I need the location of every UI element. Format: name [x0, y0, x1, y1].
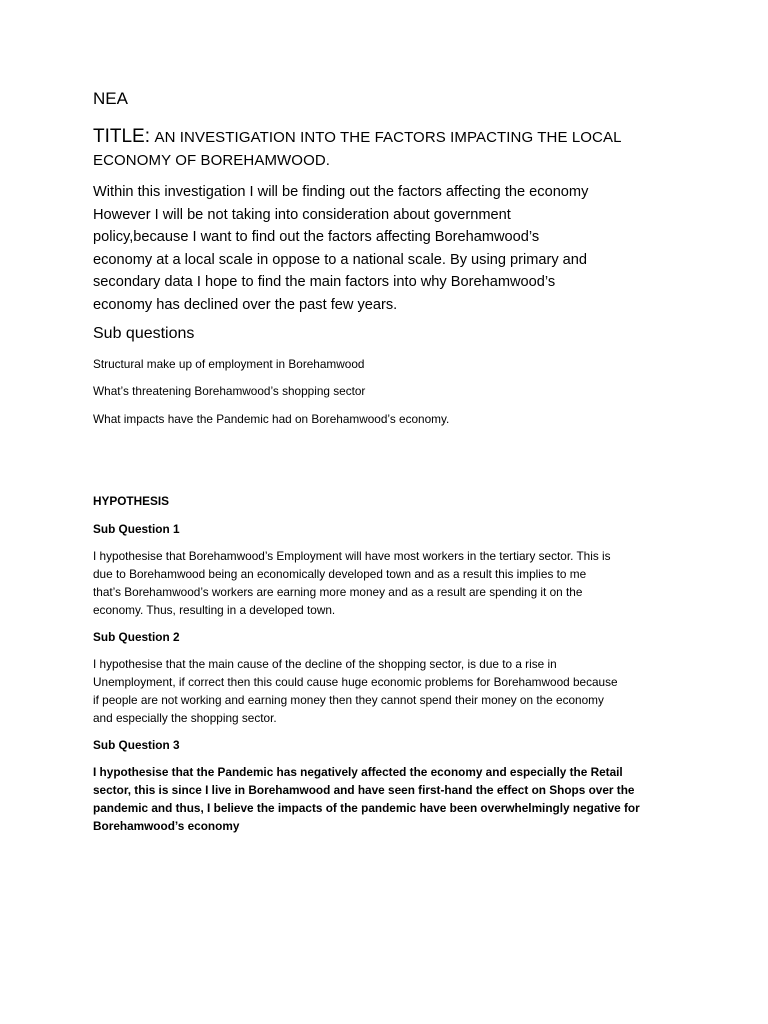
intro-line: secondary data I hope to find the main factors into why Borehamwood’s — [93, 274, 556, 291]
sub-question-1-heading: Sub Question 1 — [93, 522, 180, 536]
hypothesis-line: I hypothesise that the Pandemic has negatively affected the economy and especially the Retail — [93, 765, 623, 779]
hypothesis-line: sector, this is since I live in Borehamwood and have seen first-hand the effect on Shops over the — [93, 783, 635, 797]
intro-line: economy has declined over the past few years. — [93, 296, 398, 313]
intro-paragraph — [93, 181, 663, 317]
intro-line: However I will be not taking into consideration about government — [93, 206, 511, 223]
sub-question-3-heading: Sub Question 3 — [93, 738, 180, 752]
intro-line: Within this investigation I will be finding out the factors affecting the economy — [93, 184, 589, 200]
sub-question-item: What impacts have the Pandemic had on Borehamwood’s economy. — [93, 412, 450, 426]
document-label: NEA — [93, 89, 128, 108]
title-lead: TITLE: — [93, 126, 151, 147]
hypothesis-line: Borehamwood’s economy — [93, 819, 240, 833]
hypothesis-2-paragraph — [93, 655, 693, 727]
title-text-line-1: AN INVESTIGATION INTO THE FACTORS IMPACTING THE LOCAL — [154, 129, 622, 146]
hypothesis-heading: HYPOTHESIS — [93, 494, 170, 508]
title-text-line-2: ECONOMY OF BOREHAMWOOD. — [93, 152, 331, 169]
hypothesis-line: due to Borehamwood being an economically developed town and as a result this implies to me — [93, 567, 587, 581]
hypothesis-1-paragraph — [93, 547, 693, 619]
hypothesis-line: Unemployment, if correct then this could cause huge economic problems for Borehamwood because — [93, 675, 618, 689]
hypothesis-line: that’s Borehamwood’s workers are earning more money and as a result are spending it on the — [93, 585, 583, 599]
hypothesis-line: I hypothesise that Borehamwood’s Employment will have most workers in the tertiary sector. This is — [93, 549, 611, 563]
hypothesis-line: economy. Thus, resulting in a developed town. — [93, 603, 336, 617]
hypothesis-line: if people are not working and earning money then they cannot spend their money on the economy — [93, 693, 604, 707]
sub-questions-heading: Sub questions — [93, 325, 195, 342]
sub-question-2-heading: Sub Question 2 — [93, 630, 180, 644]
intro-line: economy at a local scale in oppose to a national scale. By using primary and — [93, 251, 588, 268]
title-line-1 — [93, 125, 622, 149]
hypothesis-line: pandemic and thus, I believe the impacts of the pandemic have been overwhelmingly negative for — [93, 801, 640, 815]
sub-question-item: What’s threatening Borehamwood’s shopping sector — [93, 384, 366, 398]
hypothesis-3-paragraph — [93, 763, 693, 835]
sub-question-item: Structural make up of employment in Borehamwood — [93, 357, 365, 371]
hypothesis-line: and especially the shopping sector. — [93, 711, 277, 725]
hypothesis-line: I hypothesise that the main cause of the decline of the shopping sector, is due to a rise in — [93, 657, 557, 671]
document-title — [93, 125, 622, 172]
intro-line: policy,because I want to find out the factors affecting Borehamwood’s — [93, 229, 540, 246]
